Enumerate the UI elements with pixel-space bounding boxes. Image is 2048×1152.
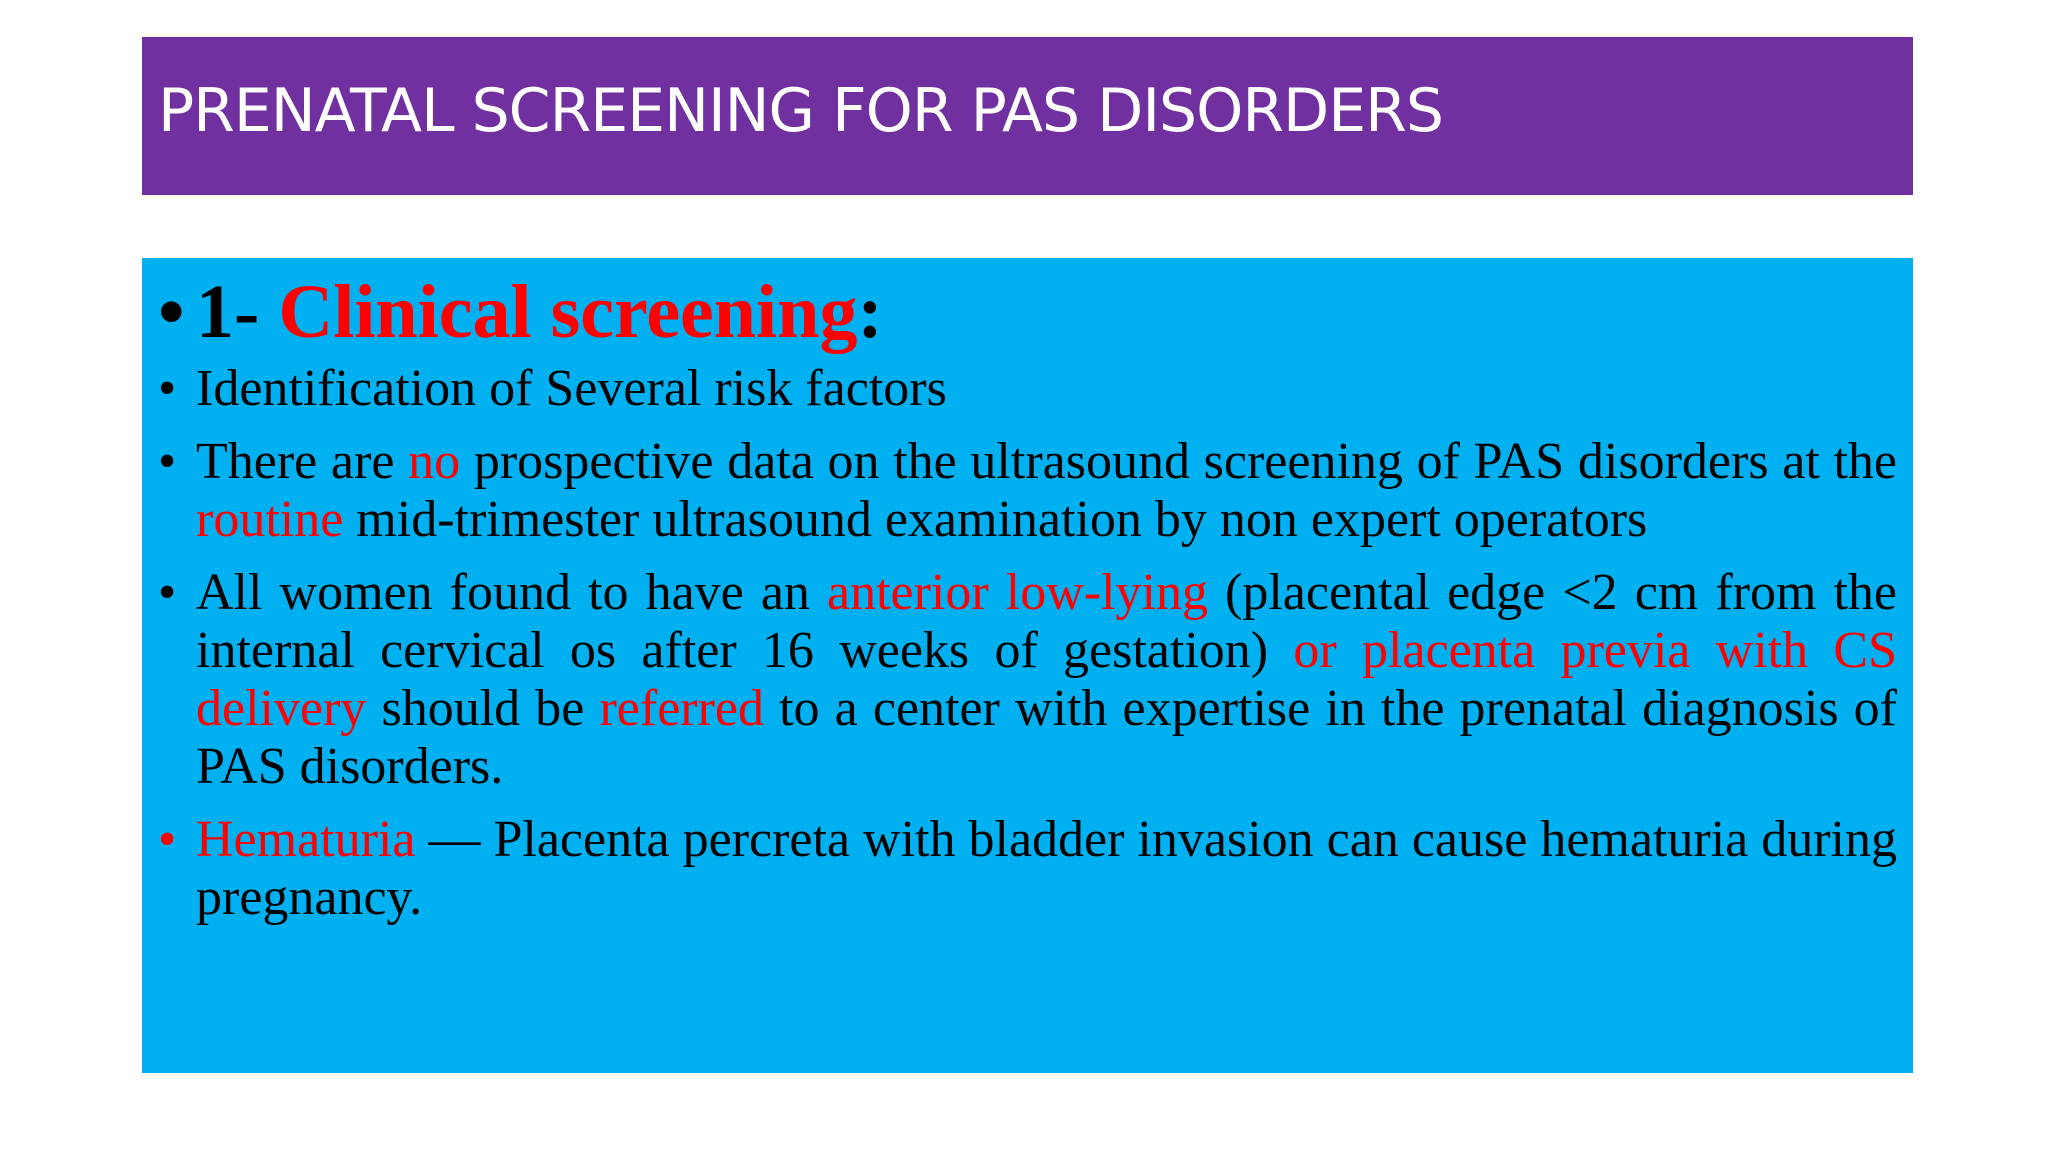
highlight-routine: routine xyxy=(196,491,344,548)
text-segment: There are xyxy=(196,433,409,490)
list-item-referral xyxy=(158,564,1897,796)
heading-number: 1- xyxy=(196,270,279,354)
list-item-no-prospective-data xyxy=(158,433,1897,549)
list-item-risk-factors xyxy=(158,360,1897,418)
section-heading xyxy=(158,264,1897,360)
list-item-text: Identification of Several risk factors xyxy=(196,360,947,417)
list-item-hematuria xyxy=(158,811,1897,927)
text-segment: (placental edge <2 cm from the internal cervical os after 16 weeks of gestation) xyxy=(196,564,1898,679)
heading-label: Clinical screening xyxy=(278,270,858,354)
text-segment: — Placenta percreta with bladder invasion can cause hematuria during pregnancy. xyxy=(196,811,1897,926)
text-segment: prospective data on the ultrasound screening of PAS disorders at the xyxy=(460,433,1898,490)
text-segment: should be xyxy=(366,680,600,737)
bullet-dot: • xyxy=(158,433,177,490)
bullet-dot: • xyxy=(158,564,177,621)
text-segment: All women found to have an xyxy=(196,564,827,621)
text-segment: to a center with expertise in the prenatal diagnosis of PAS disorders. xyxy=(196,680,1897,795)
bullet-dot: • xyxy=(158,270,185,354)
highlight-placenta-previa: or placenta previa with CS delivery xyxy=(196,622,1897,737)
heading-colon: : xyxy=(857,270,883,354)
bullet-list xyxy=(158,264,1897,927)
highlight-referred: referred xyxy=(599,680,764,737)
highlight-anterior-low-lying: anterior low-lying xyxy=(826,564,1208,621)
bullet-dot: • xyxy=(158,360,177,417)
content-box xyxy=(142,258,1913,1073)
text-segment: mid-trimester ultrasound examination by non expert operators xyxy=(343,491,1648,548)
title-bar xyxy=(142,37,1913,195)
slide-title: PRENATAL SCREENING FOR PAS DISORDERS xyxy=(158,76,1443,146)
highlight-hematuria: Hematuria xyxy=(196,811,416,868)
highlight-no: no xyxy=(408,433,461,490)
bullet-dot: • xyxy=(158,811,177,868)
